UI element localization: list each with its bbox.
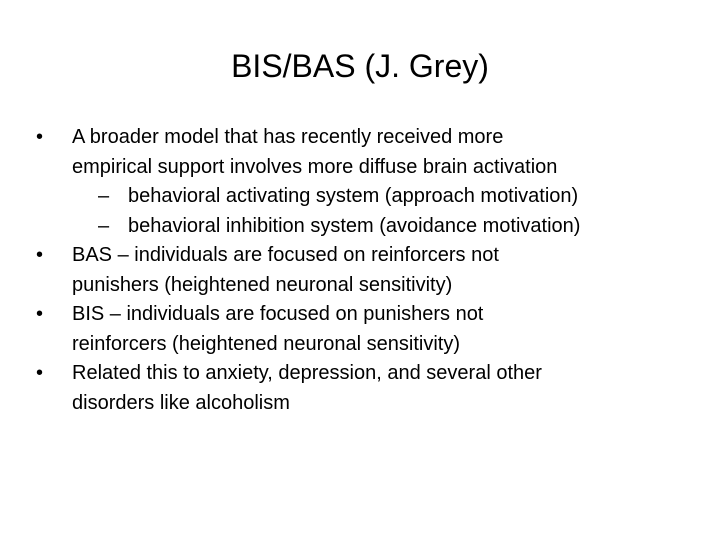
bullet-text-line: empirical support involves more diffuse brain activation <box>72 155 558 178</box>
bullet-list <box>36 123 686 418</box>
bullet-item <box>36 241 686 300</box>
bullet-text-line: Related this to anxiety, depression, and several other <box>72 362 542 384</box>
sub-bullet-marker: – <box>98 214 110 237</box>
bullet-marker: • <box>36 244 44 266</box>
bullet-text-line: reinforcers (heightened neuronal sensitivity) <box>72 332 460 355</box>
bullet-item <box>36 300 686 359</box>
bullet-text-line: disorders like alcoholism <box>72 391 290 414</box>
sub-bullet-marker: – <box>98 185 110 207</box>
bullet-text-line: punishers (heightened neuronal sensitivity) <box>72 273 453 296</box>
sub-bullet-item <box>36 182 686 212</box>
bullet-text-line: BIS – individuals are focused on punishers not <box>72 303 484 325</box>
slide-title: BIS/BAS (J. Grey) <box>231 48 489 84</box>
bullet-marker: • <box>36 126 44 148</box>
bullet-item <box>36 359 686 418</box>
bullet-item <box>36 123 686 182</box>
sub-bullet-text-line: behavioral inhibition system (avoidance motivation) <box>128 214 581 237</box>
bullet-marker: • <box>36 303 44 325</box>
bullet-text-line: A broader model that has recently received more <box>72 126 504 148</box>
sub-bullet-item <box>36 212 686 242</box>
bullet-text-line: BAS – individuals are focused on reinforcers not <box>72 244 499 266</box>
bullet-marker: • <box>36 362 44 384</box>
sub-bullet-text-line: behavioral activating system (approach motivation) <box>128 185 579 207</box>
